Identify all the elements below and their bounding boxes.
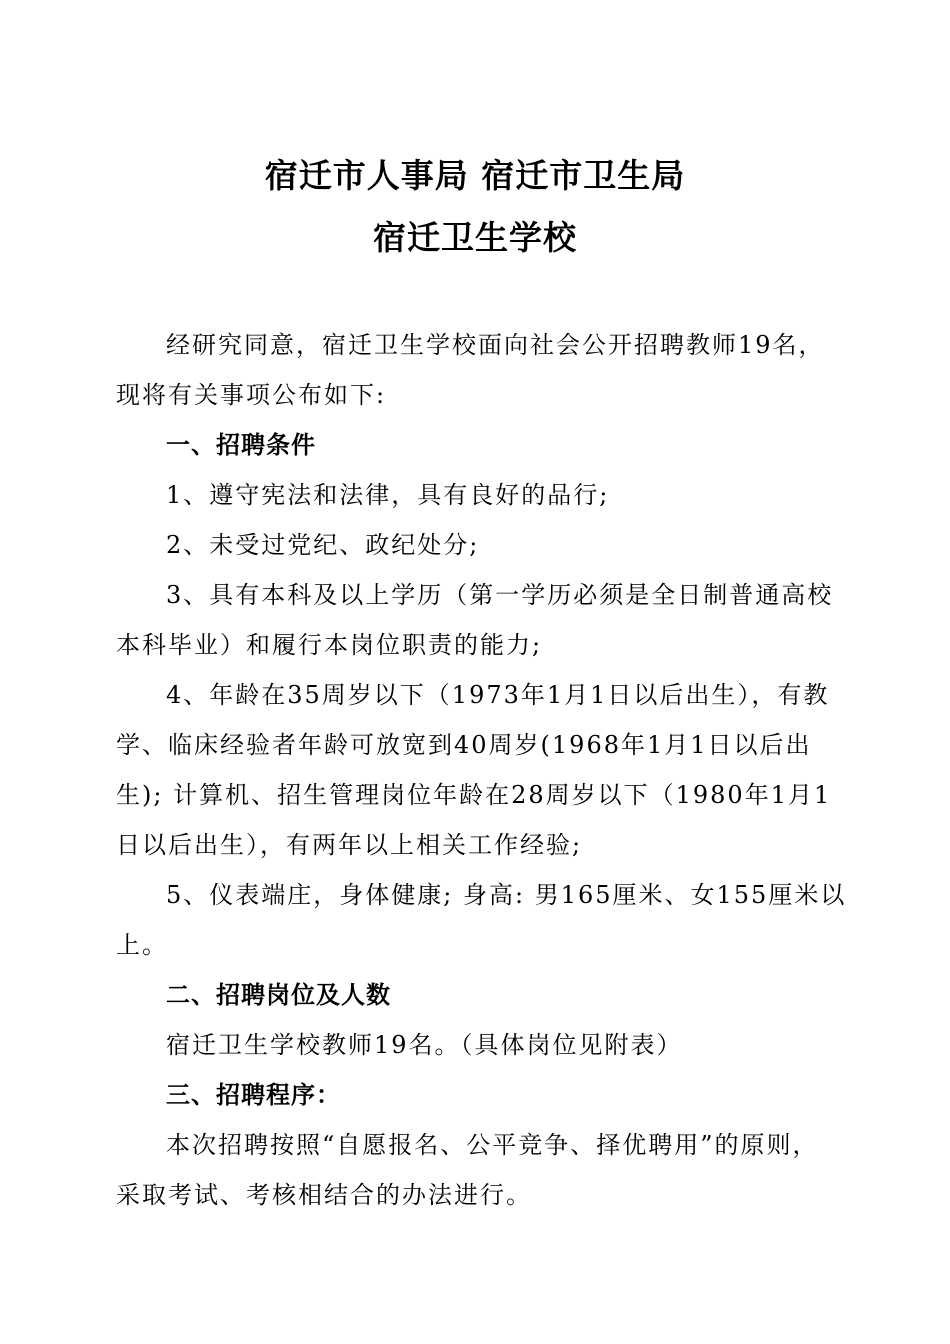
condition-item-5-line1: 5、仪表端庄，身体健康; 身高: 男165厘米、女155厘米以 (166, 881, 847, 909)
intro-line2: 现将有关事项公布如下: (116, 381, 387, 409)
section2-text: 宿迁卫生学校教师19名。（具体岗位见附表） (166, 1031, 683, 1059)
condition-item-4-line2: 学、临床经验者年龄可放宽到40周岁(1968年1月1日以后出 (116, 731, 812, 759)
document-title-line1: 宿迁市人事局 宿迁市卫生局 (264, 156, 686, 195)
condition-item-4-line1: 4、年龄在35周岁以下（1973年1月1日以后出生），有教 (166, 681, 830, 709)
condition-item-3-line2: 本科毕业）和履行本岗位职责的能力; (116, 631, 543, 659)
section2-heading: 二、招聘岗位及人数 (166, 981, 391, 1009)
condition-item-2: 2、未受过党纪、政纪处分; (166, 531, 480, 559)
section3-line1: 本次招聘按照“自愿报名、公平竞争、择优聘用”的原则， (166, 1131, 819, 1159)
document-title-line2: 宿迁卫生学校 (373, 218, 577, 257)
section1-heading: 一、招聘条件 (166, 431, 316, 459)
intro-line1: 经研究同意，宿迁卫生学校面向社会公开招聘教师19名， (166, 331, 825, 359)
condition-item-4-line3: 生); 计算机、招生管理岗位年龄在28周岁以下（1980年1月1 (116, 781, 832, 809)
condition-item-1: 1、遵守宪法和法律，具有良好的品行; (166, 481, 610, 509)
condition-item-3-line1: 3、具有本科及以上学历（第一学历必须是全日制普通高校 (166, 581, 834, 609)
section3-heading: 三、招聘程序： (166, 1081, 341, 1109)
condition-item-4-line4: 日以后出生），有两年以上相关工作经验; (116, 831, 583, 859)
section3-line2: 采取考试、考核相结合的办法进行。 (116, 1181, 532, 1209)
condition-item-5-line2: 上。 (116, 931, 168, 959)
